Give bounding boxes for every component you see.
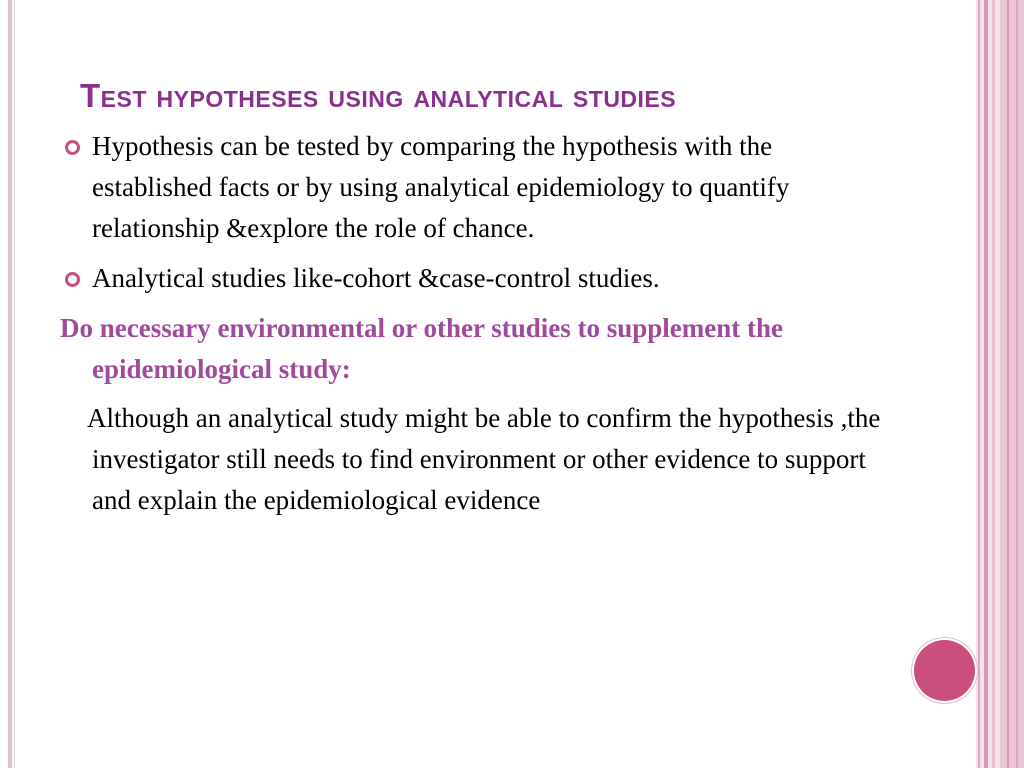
bullet-ring-icon bbox=[65, 272, 80, 287]
right-stripe bbox=[984, 0, 988, 768]
left-frame-line bbox=[8, 0, 12, 768]
decorative-circle-icon bbox=[914, 640, 975, 701]
bullet-ring-icon bbox=[65, 140, 80, 155]
slide-title: Test hypotheses using analytical studies bbox=[80, 77, 677, 114]
bullet-item bbox=[60, 126, 890, 249]
bullet-item bbox=[60, 258, 890, 299]
right-stripe bbox=[1016, 0, 1018, 768]
body-paragraph: Although an analytical study might be able to confirm the hypothesis ,the investigator still needs to find environment or other evidence to support and explain the epidemiological evidence bbox=[87, 403, 881, 515]
right-stripe bbox=[978, 0, 980, 768]
right-stripe bbox=[992, 0, 995, 768]
right-stripe bbox=[1000, 0, 1024, 768]
bullet-text: Analytical studies like-cohort &case-control studies. bbox=[92, 263, 660, 293]
left-frame-inner-line bbox=[14, 0, 15, 768]
right-stripe bbox=[1007, 0, 1009, 768]
bullet-text: Hypothesis can be tested by comparing the hypothesis with the established facts or by using analytical epidemiology to quantify relationship &explore the role of chance. bbox=[92, 131, 790, 243]
section-subheading: Do necessary environmental or other studies to supplement the epidemiological study: bbox=[60, 313, 783, 384]
slide-content bbox=[60, 126, 890, 521]
